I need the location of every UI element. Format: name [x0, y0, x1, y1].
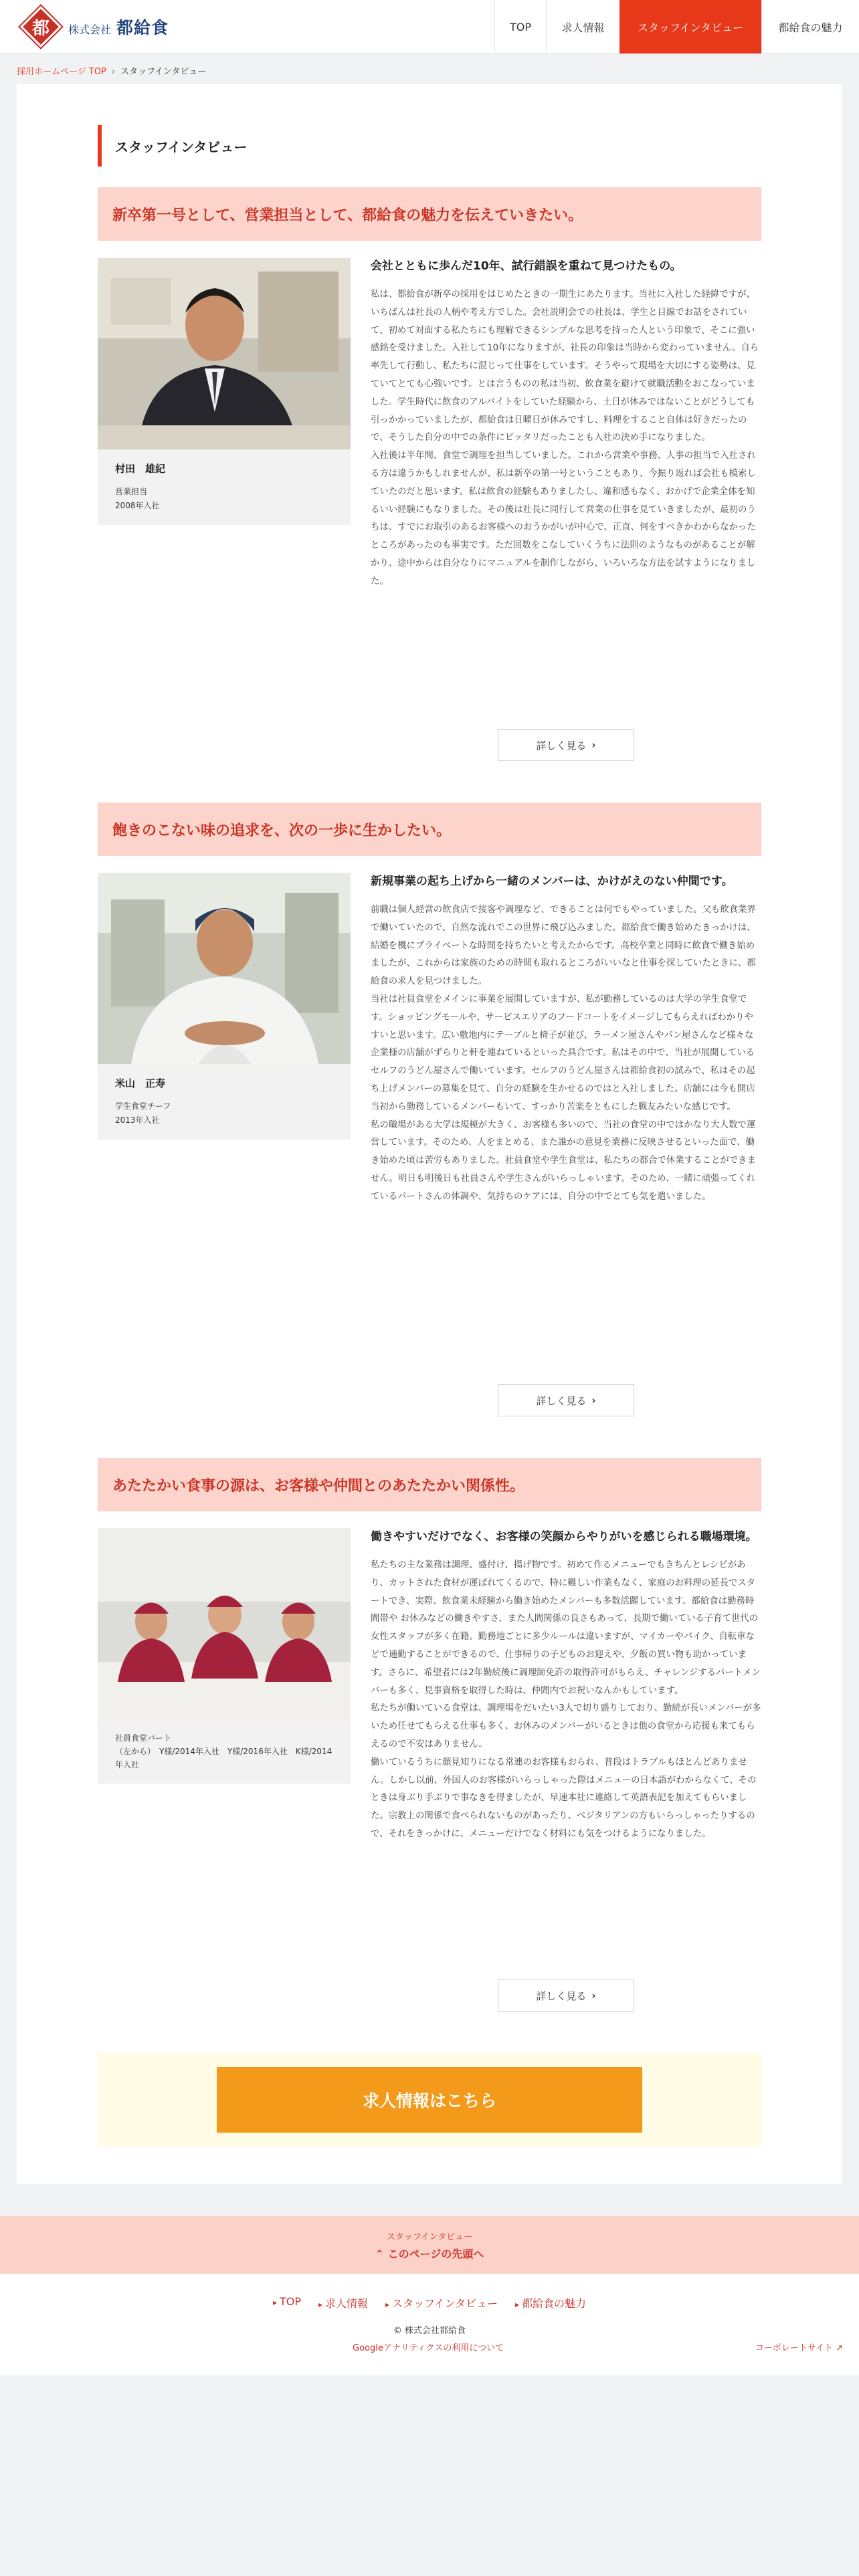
- staff-joined-year: 2013年入社: [115, 1115, 160, 1125]
- section-3-paragraph: 働いているうちに顔見知りになる常連のお客様もおられ、普段はトラブルもほとんどありません。しかし以前、外国人のお客様がいらっしゃった際はメニューの日本語がわからなくて、そのときは身ぶり手ぶりで事なきを得ましたが、早速本社に連絡して英語表記を加えてもらいました。宗教上の関係で食べられないものがあったり、ベジタリアンの方もいらっしゃったりするので、それをきっかけに、メニューだけでなく材料にも気をつけるようになりました。: [371, 1757, 757, 1839]
- nav-jobs[interactable]: 求人情報: [546, 0, 619, 53]
- chevron-right-icon: ›: [591, 739, 596, 751]
- site-logo[interactable]: [20, 6, 169, 47]
- staff-group-members: （左から） Y様/2014年入社 Y様/2016年入社 K様/2014年入社: [115, 1747, 332, 1769]
- section-2-more-button[interactable]: 詳しく見る ›: [498, 1384, 634, 1416]
- footer-nav: [0, 2295, 859, 2311]
- page-title: スタッフインタビュー: [98, 125, 247, 167]
- arrow-right-icon: ▸: [385, 2300, 390, 2309]
- section-3-paragraph: 私たちが働いている食堂は、調理場をだいたい3人で切り盛りしており、勤続が長いメンバーが多いため任せてもらえる仕事も多く、お休みのメンバーがいるときは他の食堂から応援も来てもらえるので不安はありません。: [371, 1703, 761, 1749]
- nav-appeal[interactable]: 都給食の魅力: [761, 0, 859, 53]
- section-2-paragraph: 前職は個人経営の飲食店で接客や調理など、できることは何でもやっていました。父も飲食業界で働いていたので、自然な流れでこの世界に飛び込みました。都給食で働き始めたきっかけは、結婚を機にプライベートな時間を持ちたいと考えたからです。高校卒業と同時に飲食で働き始めましたが、これからは家族のための時間も取れるところがいいなと仕事を探していたときに、都給食の求人を見つけました。: [371, 905, 756, 987]
- staff-name: 村田 雄紀: [115, 463, 166, 475]
- chevron-right-icon: ›: [591, 1990, 596, 2002]
- footer-link-appeal[interactable]: ▸ 都給食の魅力: [515, 2297, 587, 2310]
- section-1-heading: 新卒第一号として、営業担当として、都給食の魅力を伝えていきたい。: [98, 187, 761, 241]
- staff-joined-year: 2008年入社: [115, 501, 160, 510]
- footer-link-jobs[interactable]: ▸ 求人情報: [318, 2297, 369, 2310]
- staff-group-label: 社員食堂パート: [115, 1733, 172, 1743]
- global-nav: [494, 0, 859, 53]
- page-top-band: [0, 2216, 859, 2274]
- site-footer: [0, 2274, 859, 2375]
- section-2-paragraph: 当社は社員食堂をメインに事業を展開していますが、私が勤務しているのは大学の学生食堂です。ショッピングモールや、サービスエリアのフードコートをイメージしてもらえればわかりやすいと思います。広い敷地内にテーブルと椅子が並び、ラーメン屋さんやパン屋さんなど様々な企業様の店舗がずらりと軒を連ねているといった具合です。私はその中で、当社が展開しているセルフのうどん屋さんで働いています。セルフのうどん屋さんは都給食初の試みで、私はその起ち上げメンバーの募集を見て、自分の経験を生かせるのではと入社しました。店舗には今も開店当初から勤務しているメンバーもいて、すっかり苦楽をともにした戦友みたいな感じです。: [371, 994, 755, 1112]
- section-2-heading: 飽きのこない味の追求を、次の一歩に生かしたい。: [98, 802, 761, 856]
- section-1-profile: [98, 258, 351, 525]
- breadcrumb-current: スタッフインタビュー: [120, 67, 207, 77]
- footer-link-staff-interview[interactable]: ▸ スタッフインタビュー: [385, 2297, 498, 2310]
- logo-company-type: 株式会社: [68, 23, 112, 36]
- logo-mark-icon: 都: [20, 6, 62, 47]
- arrow-right-icon: ▸: [272, 2298, 277, 2307]
- section-1-paragraph: 入社後は半年間、食堂で調理を担当していました。これから営業や事務、人事の担当で入社される方は違うかもしれませんが、私は新卒の第一号ということもあり、今振り返れば会社も模索していたのだと思います。私は飲食の経験もありましたし、違和感もなく、おかげで企業全体を知るいい経験にもなりました。その後は社長に同行して営業の仕事を見ていきましたが、最初のうちは、すでにお取引のあるお客様へのおうかがいが中心で、正直、何をすべきかわからなかったところがあったのも事実です。ただ回数をこなしていくうちに法則のようなものがあることが解かり、途中からは自分なりにマニュアルを制作しながら、いろいろな方法を試すようになりました。: [371, 451, 756, 586]
- site-header: [0, 0, 859, 53]
- breadcrumb: [17, 64, 206, 77]
- section-3-more-button[interactable]: 詳しく見る ›: [498, 1979, 634, 2012]
- staff-name: 米山 正寿: [115, 1077, 166, 1089]
- staff-role: 学生食堂チーフ: [115, 1101, 171, 1111]
- section-2-text: [371, 872, 761, 1206]
- section-1-paragraph: 私は、都給食が新卒の採用をはじめたときの一期生にあたります。当社に入社した経緯ですが、いちばんは社長の人柄や考え方でした。会社説明会での社長は、学生と目線でお話をされていて、初めて対面する私たちにも理解できるシンプルな思考を持った人という印象で、そこに強い感銘を受けました。入社して10年になりますが、社長の印象は当時から変わっていません。自ら率先して行動し、私たちに混じって仕事をしています。そうやって現場を大切にする姿勢は、見ていてとても心強いです。とは言うものの私は当初、飲食業を避けて就職活動をおこなっていました。学生時代に飲食のアルバイトをしていた経験から、土日が休みではないことがどうしても引っかかっていましたが、都給食は日曜日が休みですし、料理をすること自体は好きだったので、そうした自分の中での条件にピッタリだったことも入社の決め手になりました。: [371, 290, 759, 443]
- logo-company-name: 都給食: [116, 18, 169, 37]
- cta-band: [98, 2053, 761, 2147]
- section-3-profile: [98, 1528, 351, 1784]
- section-1-text: [371, 257, 761, 591]
- section-2-paragraph: 私の職場がある大学は規模が大きく、お客様も多いので、当社の食堂の中ではかなり大人数で運営しています。そのため、人をまとめる、また誰かの意見を業務に反映させるといった面で、働き始めた頃は苦労もありました。社員食堂や学生食堂は、私たちの都合で休業することができません。明日も明後日も社員さんや学生さんがいらっしゃいます。そのため、一緒に頑張ってくれているパートさんの体調や、気持ちのケアには、自分の中でとても気を遣いました。: [371, 1119, 756, 1202]
- section-2-lead: 新規事業の起ち上げから一緒のメンバーは、かけがえのない仲間です。: [371, 875, 733, 888]
- nav-top[interactable]: TOP: [494, 0, 546, 53]
- arrow-right-icon: ▸: [515, 2300, 520, 2309]
- section-3-text: [371, 1527, 761, 1844]
- back-to-top-link[interactable]: ⌃ このページの先頭へ: [375, 2248, 484, 2260]
- breadcrumb-separator: ›: [111, 67, 116, 77]
- arrow-right-icon: ▸: [318, 2300, 323, 2309]
- section-3-heading: あたたかい食事の源は、お客様や仲間とのあたたかい関係性。: [98, 1458, 761, 1511]
- nav-staff-interview[interactable]: スタッフインタビュー: [619, 0, 761, 53]
- section-3-lead: 働きやすいだけでなく、お客様の笑顔からやりがいを感じられる職場環境。: [371, 1530, 757, 1543]
- section-1-more-button[interactable]: 詳しく見る ›: [498, 729, 634, 761]
- staff-role: 営業担当: [115, 487, 148, 496]
- google-analytics-link[interactable]: Googleアナリティクスの利用について: [353, 2343, 504, 2353]
- corporate-site-link[interactable]: コーポレートサイト ↗: [755, 2343, 843, 2353]
- section-1-lead: 会社とともに歩んだ10年、試行錯誤を重ねて見つけたもの。: [371, 259, 682, 273]
- job-info-cta-button[interactable]: 求人情報はこちら: [217, 2067, 642, 2133]
- copyright: © 株式会社都給食: [393, 2326, 466, 2336]
- breadcrumb-home[interactable]: 採用ホームページ TOP: [17, 67, 106, 77]
- footer-link-top[interactable]: ▸ TOP: [272, 2295, 301, 2308]
- staff-photo-yoneyama: [98, 873, 351, 1064]
- pagetop-current-page: スタッフインタビュー: [386, 2232, 473, 2242]
- section-3-paragraph: 私たちの主な業務は調理、盛付け、揚げ物です。初めて作るメニューでもきちんとレシピがあり、カットされた食材が運ばれてくるので、特に難しい作業もなく、家庭のお料理の延長でスタートでき、実際、飲食業未経験から働き始めたメンバーも多数活躍しています。都給食は勤務時間帯や お休みなどの働きやすさ、また人間関係の良さもあって、長期で働いている子育て世代の女性スタッフが多く在籍。勤務地ごとに多少ルールは違いますが、マイカーやバイク、自転車などで通勤することができるので、仕事帰りの子どものお迎えや、夕飯の買い物も助かっています。さらに、希望者には2年勤続後に調理師免許の取得許可がもらえ、チャレンジするパートメンバーも多く、見事資格を取得した時は、仲間内でお祝いなんかもしています。: [371, 1560, 761, 1696]
- staff-photo-murata: [98, 258, 351, 449]
- section-2-profile: [98, 873, 351, 1140]
- external-link-icon: ↗: [836, 2343, 843, 2353]
- staff-photo-part-team: [98, 1528, 351, 1719]
- chevron-up-icon: ⌃: [375, 2248, 388, 2260]
- chevron-right-icon: ›: [591, 1394, 596, 1406]
